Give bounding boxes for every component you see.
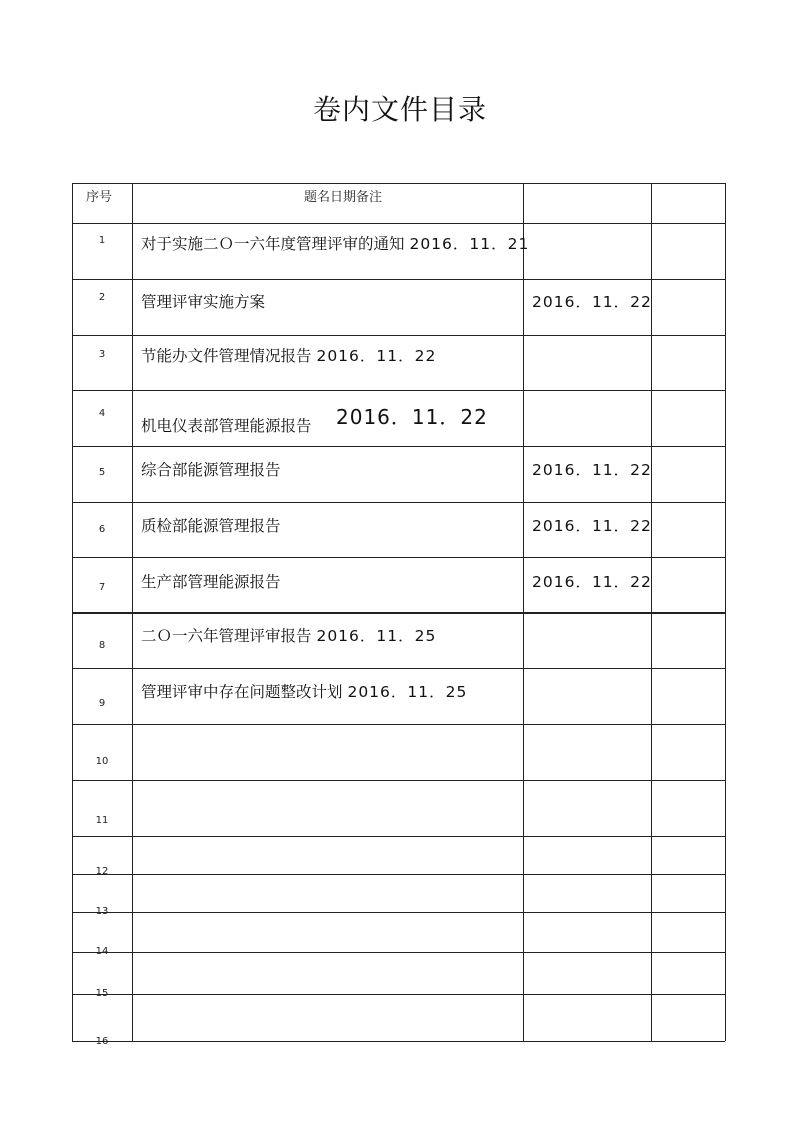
row-number: 15 (95, 988, 109, 999)
row-number: 12 (95, 866, 109, 877)
row-divider (72, 668, 725, 669)
row-number: 6 (98, 524, 106, 535)
document-title-text: 节能办文件管理情况报告 (141, 347, 312, 365)
document-title (141, 624, 436, 646)
row-number: 7 (98, 582, 106, 593)
row-number: 4 (98, 408, 106, 419)
document-title (141, 680, 467, 702)
table-border-top (72, 183, 725, 184)
row-divider (72, 335, 725, 336)
page-title: 卷内文件目录 (312, 93, 487, 126)
document-date: 2016．11．22 (532, 293, 652, 311)
col-divider (523, 183, 524, 1041)
table-border-right (725, 183, 726, 1041)
document-title: 机电仪表部管理能源报告 (141, 417, 312, 435)
row-divider (72, 557, 725, 558)
header-title-date-remark: 题名日期备注 (304, 190, 383, 205)
row-number: 8 (98, 640, 106, 651)
table-border-bottom (72, 1041, 725, 1042)
document-title-text: 二Ｏ一六年管理评审报告 (141, 627, 312, 645)
row-divider (72, 279, 725, 280)
header-no: 序号 (86, 190, 113, 205)
row-number: 5 (98, 467, 106, 478)
row-number: 16 (95, 1036, 109, 1047)
row-divider (72, 390, 725, 391)
row-divider-bold (72, 612, 725, 614)
document-title: 质检部能源管理报告 (141, 517, 281, 535)
row-number: 1 (98, 235, 106, 246)
document-date: 2016．11．22 (532, 461, 652, 479)
document-date: 2016．11．22 (316, 347, 437, 365)
row-divider (72, 994, 725, 995)
row-divider (72, 502, 725, 503)
row-divider (72, 446, 725, 447)
document-title: 管理评审实施方案 (141, 293, 266, 311)
row-divider (72, 912, 725, 913)
document-date: 2016．11．22 (532, 517, 652, 535)
document-title (141, 344, 436, 366)
col-divider (132, 183, 133, 1041)
document-date: 2016．11．25 (316, 627, 437, 645)
document-title: 生产部管理能源报告 (141, 573, 281, 591)
row-number: 9 (98, 698, 106, 709)
row-number: 14 (95, 946, 109, 957)
document-title-text: 管理评审中存在问题整改计划 (141, 683, 343, 701)
row-divider (72, 836, 725, 837)
row-divider (72, 223, 725, 224)
document-title (141, 232, 529, 254)
row-number: 13 (95, 906, 109, 917)
document-date: 2016．11．22 (336, 405, 488, 429)
document-date: 2016．11．21 (409, 235, 530, 253)
row-divider (72, 724, 725, 725)
row-number: 11 (95, 815, 109, 826)
document-title-text: 对于实施二Ｏ一六年度管理评审的通知 (141, 235, 405, 253)
document-title: 综合部能源管理报告 (141, 461, 281, 479)
row-number: 3 (98, 349, 106, 360)
row-divider (72, 952, 725, 953)
row-divider (72, 874, 725, 875)
row-divider (72, 780, 725, 781)
document-date: 2016．11．22 (532, 573, 652, 591)
row-number: 10 (95, 756, 109, 767)
row-number: 2 (98, 292, 106, 303)
document-date: 2016．11．25 (347, 683, 468, 701)
